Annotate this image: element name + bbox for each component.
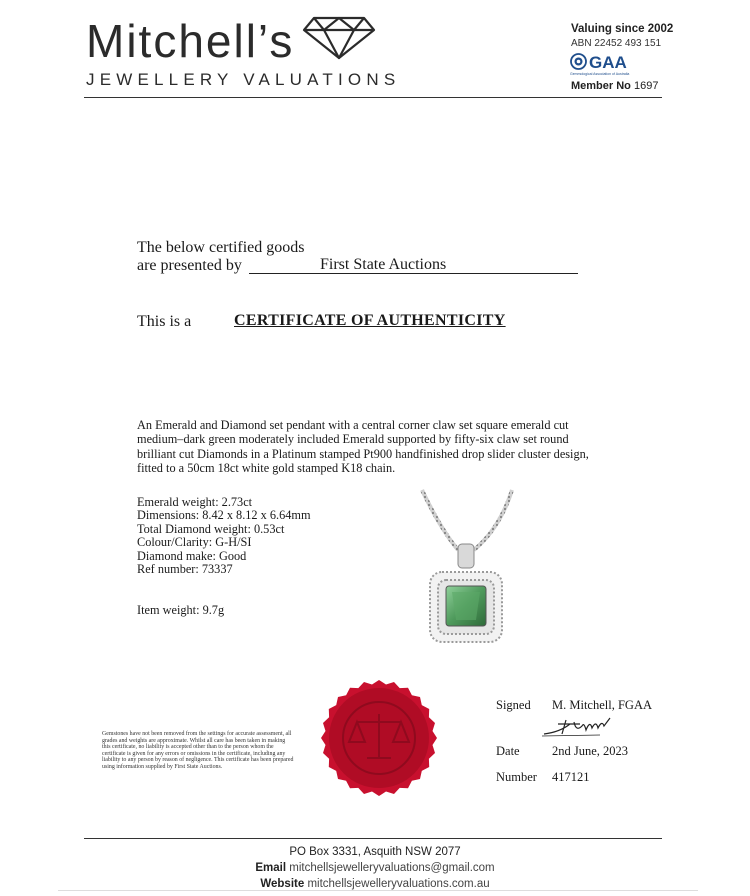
header-divider (84, 97, 662, 98)
signed-label: Signed (496, 698, 531, 712)
certificate-number: 417121 (552, 770, 590, 784)
diamond-logo-icon (302, 16, 376, 60)
wax-seal-icon (313, 672, 445, 804)
presenter-name: First State Auctions (320, 256, 447, 273)
signed-name: M. Mitchell, FGAA (552, 698, 652, 712)
footer-address: PO Box 3331, Asquith NSW 2077 (289, 846, 461, 858)
spec-emerald-weight: Emerald weight: 2.73ct (137, 495, 253, 509)
footer-contact (0, 844, 750, 892)
valuing-since: Valuing since 2002 (571, 23, 674, 35)
gaa-logo-text: GAA (589, 53, 627, 72)
email-label: Email (255, 862, 287, 874)
date-value: 2nd June, 2023 (552, 744, 629, 758)
website-label: Website (260, 878, 305, 890)
spec-list (137, 496, 311, 576)
gaa-emblem-icon (570, 53, 587, 70)
member-value: 1697 (633, 80, 659, 92)
item-description: An Emerald and Diamond set pendant with a central corner claw set square emerald cut medium–dark green moderately included Emerald supported by fifty-six claw set round brilliant cut Diamonds in a Platinum stamped Pt900 handfinished drop slider cluster design, fitted to a 50cm 18ct white gold stamped K18 chain. (137, 418, 589, 476)
footer-divider (84, 838, 662, 839)
email-link[interactable]: mitchellsjewelleryvaluations@gmail.com (289, 862, 495, 874)
handwritten-signature (540, 714, 630, 738)
title-prefix: This is a (137, 313, 192, 330)
abn-number: ABN 22452 493 151 (571, 38, 662, 49)
spec-dimensions: Dimensions: 8.42 x 8.12 x 6.64mm (137, 508, 311, 523)
footer-email-row (0, 860, 750, 876)
certified-goods-line: The below certified goods (137, 239, 305, 256)
member-label: Member No (571, 80, 631, 92)
disclaimer-text: Gemstones have not been removed from the settings for accurate assessment, all grades and weights are approximate. Whilst all care has been taken in making this certificate, no liability is accepted other than to the person whom the certificate is given for any errors or omissions in the certificate, including any liability to any person by reason of negligence. This certificate has been prepared using information supplied by First State Auctions. (102, 731, 294, 770)
brand-name: Mitchell’s (86, 15, 295, 67)
item-weight: Item weight: 9.7g (137, 603, 225, 617)
pendant-photo (400, 488, 530, 648)
spec-diamond-make: Diamond make: Good (137, 548, 247, 563)
number-label: Number (496, 770, 537, 784)
spec-ref-number: Ref number: 73337 (137, 562, 233, 577)
page-bottom-edge (58, 890, 698, 891)
spec-diamond-weight: Total Diamond weight: 0.53ct (137, 521, 285, 536)
member-number (571, 80, 658, 92)
spec-colour-clarity: Colour/Clarity: G-H/SI (137, 535, 252, 550)
certificate-title: CERTIFICATE OF AUTHENTICITY (234, 312, 506, 329)
presented-by-label: are presented by (137, 257, 242, 274)
date-label: Date (496, 744, 520, 758)
brand-subtitle: JEWELLERY VALUATIONS (86, 70, 401, 89)
website-link[interactable]: mitchellsjewelleryvaluations.com.au (307, 878, 490, 890)
gaa-subtitle: Gemmological Association of Australia (570, 72, 630, 76)
